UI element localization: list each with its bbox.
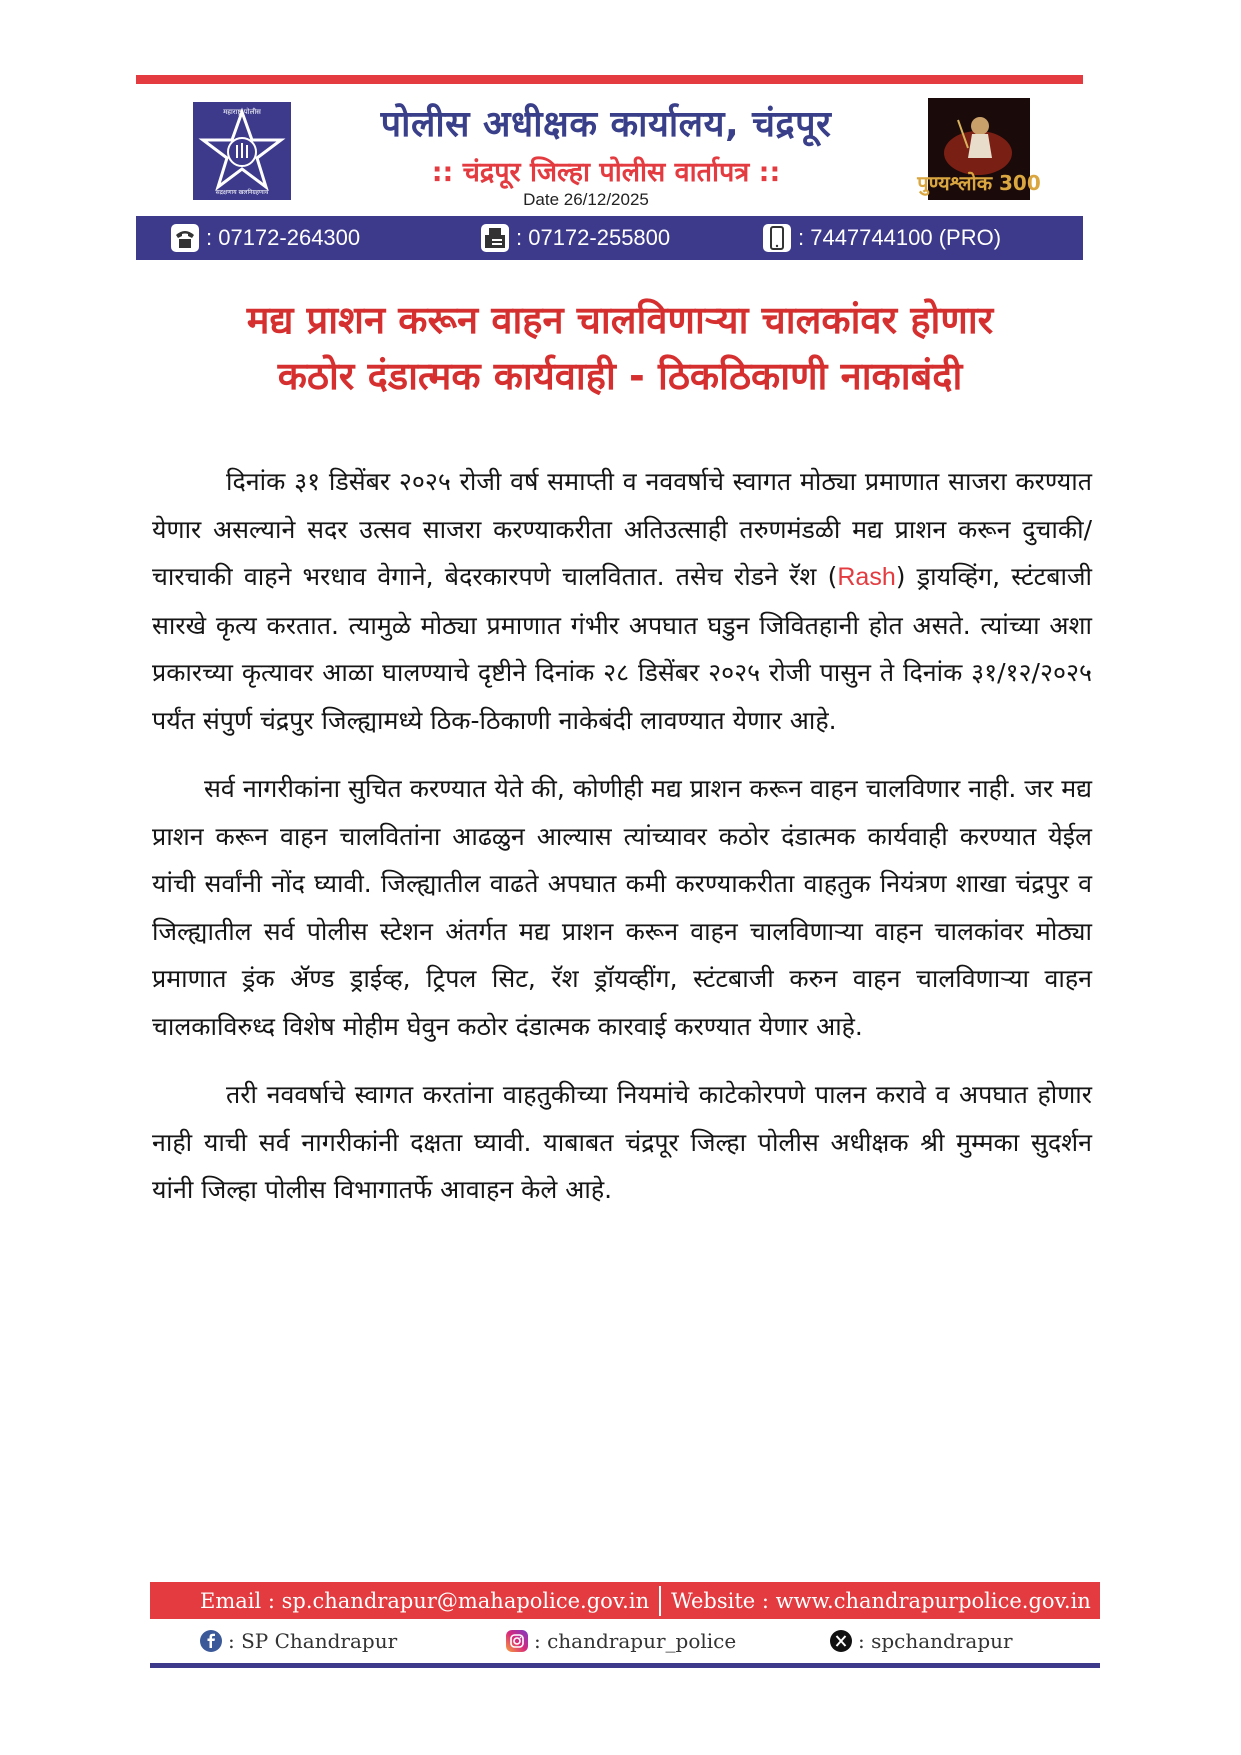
ahilyabai-300-badge-icon [917,98,1041,200]
issue-date: Date 26/12/2025 [523,190,649,209]
phone-number: : 07172-264300 [206,225,361,250]
office-title: पोलीस अधीक्षक कार्यालय, चंद्रपूर [380,104,832,145]
mobile-phone-icon [762,223,792,253]
fax-contact[interactable] [480,216,670,260]
footer-social-bar [150,1619,1100,1663]
instagram-handle: : chandrapur_police [534,1629,737,1653]
rash-word: Rash [837,563,896,591]
footer-email[interactable]: Email : sp.chandrapur@mahapolice.gov.in [200,1588,650,1613]
footer-web-bar [150,1582,1100,1619]
headline-line-2: कठोर दंडात्मक कार्यवाही - ठिकठिकाणी नाकाबंदी [277,354,963,398]
x-link[interactable] [830,1619,1013,1663]
fax-icon [480,223,510,253]
badge-text: पुण्यश्लोक 300 [917,171,1041,195]
paragraph-3: तरी नववर्षाचे स्वागत करतांना वाहतुकीच्या नियमांचे काटेकोरपणे पालन करावे व अपघात होणार नाही याची सर्व नागरीकांनी दक्षता घ्यावी. याबाबत चंद्रपूर जिल्हा पोलीस अधीक्षक श्री मुम्मका सुदर्शन यांनी जिल्हा पोलीस विभागातर्फे आवाहन केले आहे. [152,1080,1092,1204]
paragraph-1-part-b: ) ड्रायव्हिंग, स्टंटबाजी सारखे कृत्य करतात. त्यामुळे मोठ्या प्रमाणात गंभीर अपघात घडुन जिवितहानी होत असते. त्यांच्या अशा प्रकारच्या कृत्यावर आळा घालण्याचे दृष्टीने दिनांक २८ डिसेंबर २०२५ रोजी पासुन ते दिनांक ३१/१२/२०२५ पर्यंत संपुर्ण चंद्रपुर जिल्ह्यामध्ये ठिक-ठिकाणी नाकेबंदी लावण्यात येणार आहे. [152,562,1092,735]
top-red-rule [136,75,1083,84]
news-body [152,458,1092,1235]
x-icon [830,1630,852,1652]
telephone-icon [170,223,200,253]
facebook-icon [200,1630,222,1652]
instagram-icon [506,1630,528,1652]
police-seal-icon [193,102,291,200]
bulletin-subtitle: :: चंद्रपूर जिल्हा पोलीस वार्तापत्र :: [431,157,781,188]
paragraph-1 [152,458,1092,744]
x-handle: : spchandrapur [858,1629,1013,1653]
headline-line-1: मद्य प्राशन करून वाहन चालविणाऱ्या चालकांवर होणार [246,298,994,342]
footer-website[interactable]: Website : www.chandrapurpolice.gov.in [671,1588,1091,1613]
footer-separator [659,1586,661,1616]
footer-navy-rule [150,1663,1100,1668]
phone-contact[interactable] [170,216,360,260]
seal-text-bottom: सद्रक्षणाय खलनिग्रहणाय [215,189,269,196]
facebook-handle: : SP Chandrapur [228,1629,398,1653]
mobile-number: : 7447744100 (PRO) [798,225,1002,250]
mobile-contact[interactable] [762,216,1001,260]
footer [150,1582,1100,1668]
facebook-link[interactable] [200,1619,397,1663]
news-headline [140,292,1100,404]
fax-number: : 07172-255800 [516,225,671,250]
paragraph-1-part-a: दिनांक ३१ डिसेंबर २०२५ रोजी वर्ष समाप्ती व नववर्षाचे स्वागत मोठ्या प्रमाणात साजरा करण्यात येणार असल्याने सदर उत्सव साजरा करण्याकरीता अतिउत्साही तरुणमंडळी मद्य प्राशन करून दुचाकी/चारचाकी वाहने भरधाव वेगाने, बेदरकारपणे चालवितात. तसेच रोडने रॅश ( [152,467,1092,591]
instagram-link[interactable] [506,1619,736,1663]
contact-bar [136,216,1083,260]
letterhead [136,84,1083,216]
seal-text-top: महाराष्ट्र पोलीस [223,108,261,116]
paragraph-2: सर्व नागरीकांना सुचित करण्यात येते की, कोणीही मद्य प्राशन करून वाहन चालविणार नाही. जर मद्य प्राशन करून वाहन चालवितांना आढळुन आल्यास त्यांच्यावर कठोर दंडात्मक कार्यवाही करण्यात येईल यांची सर्वांनी नोंद घ्यावी. जिल्ह्यातील वाढते अपघात कमी करण्याकरीता वाहतुक नियंत्रण शाखा चंद्रपुर व जिल्ह्यातील सर्व पोलीस स्टेशन अंतर्गत मद्य प्राशन करून वाहन चालविणाऱ्या वाहन चालकांवर मोठ्या प्रमाणात ड्रंक ॲण्ड ड्राईव्ह, ट्रिपल सिट, रॅश ड्रॉयव्हींग, स्टंटबाजी करुन वाहन चालविणाऱ्या वाहन चालकाविरुध्द विशेष मोहीम घेवुन कठोर दंडात्मक कारवाई करण्यात येणार आहे. [152,774,1092,1041]
